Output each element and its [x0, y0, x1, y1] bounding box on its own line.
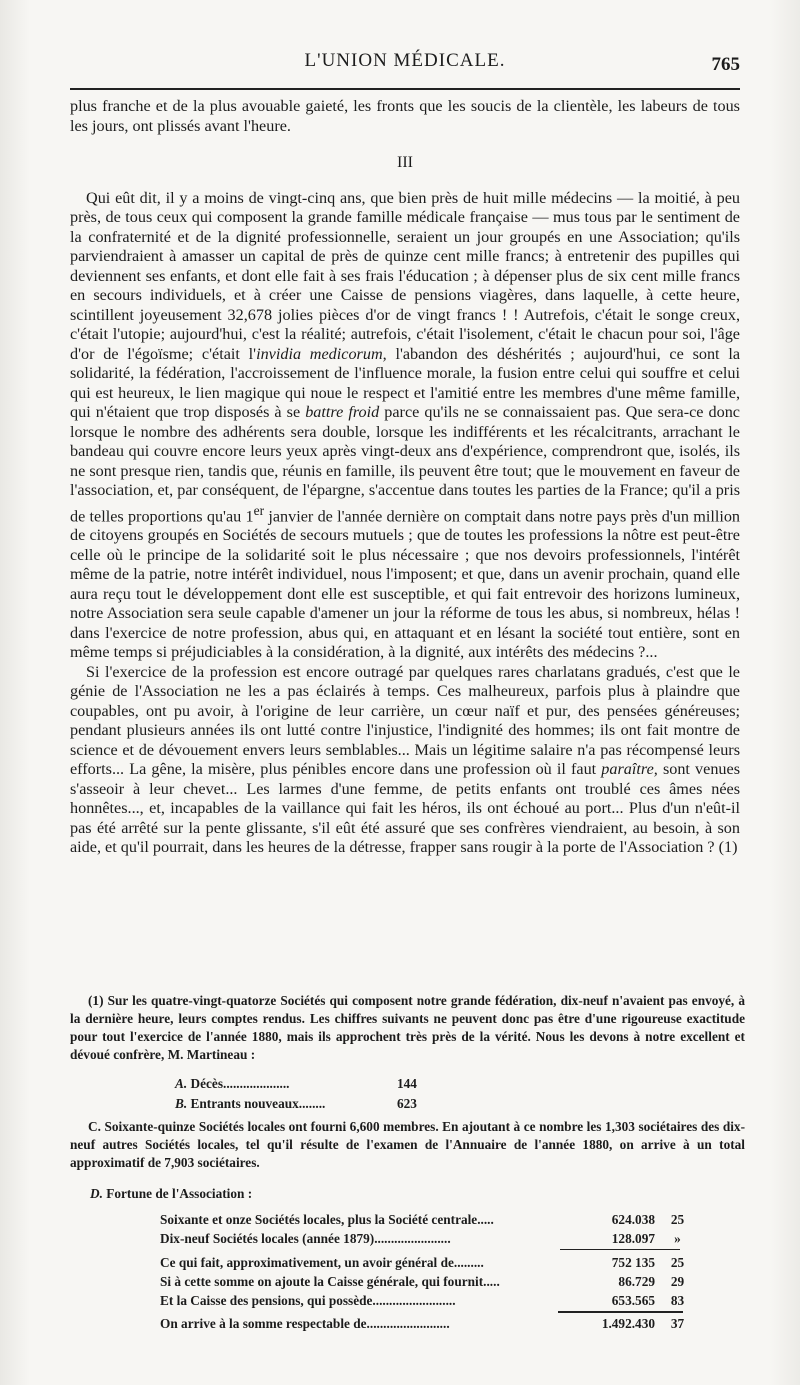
fortune-table-2	[160, 1255, 700, 1312]
total-rule	[558, 1311, 683, 1313]
row-description: Dix-neuf Sociétés locales (année 1879).......................	[160, 1231, 451, 1246]
fortune-table	[160, 1212, 700, 1250]
row-cents: 25	[670, 1255, 685, 1270]
list-item-value: 144	[397, 1076, 417, 1091]
fortune-label: Fortune de l'Association :	[102, 1186, 253, 1201]
row-description: Si à cette somme on ajoute la Caisse générale, qui fournit.....	[160, 1274, 500, 1289]
footnote-c	[70, 1118, 745, 1172]
running-title: L'UNION MÉDICALE.	[304, 50, 506, 71]
list-item-label	[175, 1076, 290, 1092]
row-description: On arrive à la somme respectable de.........................	[160, 1316, 450, 1331]
row-cents: 29	[670, 1274, 685, 1289]
p1-superscript: er	[253, 502, 265, 518]
list-item-text: Entrants nouveaux........	[187, 1096, 326, 1111]
list-item-text: Décès....................	[187, 1076, 290, 1091]
row-description: Et la Caisse des pensions, qui possède.........................	[160, 1293, 456, 1308]
p2-italic-paraitre: paraître,	[601, 760, 658, 779]
row-cents: 25	[670, 1212, 685, 1227]
running-header	[70, 50, 740, 80]
section-number: III	[397, 154, 413, 171]
row-description: Soixante et onze Sociétés locales, plus la Société centrale.....	[160, 1212, 494, 1227]
paragraph-2	[70, 663, 740, 858]
p1-part-d: janvier de l'année dernière on comptait dans notre pays près d'un million de citoyens groupés en Sociétés de secours mutuels ; que de toutes les professions la nôtre est peut-être celle où le principe de la solidarité soit le plus nécessaire ; que nos devoirs professionnels, l'intérêt même de la patrie, notre intérêt individuel, nous l'imposent; et que, dans un avenir prochain, quand elle aura reçu tout le développement dont elle est susceptible, et qui fait entrevoir des horizons lumineux, notre Association sera seule capable d'amener un jour la réforme de tous les abus, si nombreux, hélas ! dans l'exercice de notre profession, abus qui, en attaquant et en lésant la société tout entière, sont en même temps si préjudiciables à la considération, à la dignité, aux intérêts des médecins ?...	[70, 506, 741, 662]
p1-italic-battre-froid: battre froid	[305, 403, 380, 421]
intro-paragraph: plus franche et de la plus avouable gaieté, les fronts que les soucis de la clientèle, les labeurs de tous les jours, ont plissés avant l'heure.	[70, 97, 740, 135]
subtotal-rule	[560, 1249, 680, 1250]
paragraph-1	[70, 189, 740, 663]
p1-part-b: l'abandon des déshérités ; aujourd'hui, ce sont la solidarité, la fédération, l'accroissement de l'influence morale, la fusion entre celui qui souffre et celui qui est heureux, le lien magique qui noue le respect et l'amitié entre les membres d'une même famille, qui n'étaient que trop disposés à se	[70, 344, 740, 421]
row-cents: »	[674, 1231, 681, 1246]
table-row	[160, 1274, 700, 1293]
table-row	[160, 1231, 700, 1250]
row-cents: 37	[670, 1316, 685, 1331]
fortune-letter: D.	[90, 1186, 103, 1201]
fortune-heading	[90, 1186, 252, 1202]
fortune-total	[160, 1316, 700, 1335]
table-row	[160, 1212, 700, 1231]
row-description: Ce qui fait, approximativement, un avoir général de.........	[160, 1255, 484, 1270]
row-amount: 1.492.430	[601, 1316, 655, 1331]
list-item-label	[175, 1096, 325, 1112]
footnote-ab-list	[175, 1076, 475, 1116]
list-item-letter: A.	[175, 1076, 188, 1091]
table-row	[160, 1316, 700, 1335]
footnote-intro: (1) Sur les quatre-vingt-quatorze Sociétés qui composent notre grande fédération, dix-neuf n'avaient pas envoyé, à la dernière heure, leurs comptes rendus. Les chiffres suivants ne peuvent donc pas être d'une rigoureuse exactitude pour tout l'exercice de l'année 1880, mais ils approchent très près de la vérité. Nous les devons à notre excellent et dévoué confrère, M. Martineau :	[70, 993, 745, 1062]
list-item-value: 623	[397, 1096, 417, 1111]
header-rule	[70, 88, 740, 90]
row-amount: 128.097	[611, 1231, 655, 1246]
table-row	[160, 1255, 700, 1274]
footnote-c-text: C. Soixante-quinze Sociétés locales ont fourni 6,600 membres. En ajoutant à ce nombre les 1,303 sociétaires des dix-neuf autres Sociétés locales, tel qu'il résulte de l'examen de l'Annuaire de l'année 1880, on arrive à un total approximatif de 7,903 sociétaires.	[70, 1119, 745, 1170]
table-row	[160, 1293, 700, 1312]
p2-part-a: Si l'exercice de la profession est encore outragé par quelques rares charlatans gradués, c'est que le génie de l'Association ne les a pas éclairés à temps. Ces malheureux, parfois plus à plaindre que coupables, ont pu avoir, à l'origine de leur carrière, un cœur naïf et pur, des pensées généreuses; pendant plusieurs années ils ont lutté contre l'injustice, l'indignité des hommes; ils ont fait montre de science et de dévouement envers leurs semblables... Mais un légitime salaire n'a pas récompensé leurs efforts... La gêne, la misère, plus pénibles encore dans une profession où il faut	[70, 662, 740, 779]
row-cents: 83	[670, 1293, 685, 1308]
page-number: 765	[711, 54, 740, 75]
list-item	[175, 1076, 475, 1096]
body-text	[70, 97, 740, 858]
row-amount: 86.729	[618, 1274, 655, 1289]
list-item	[175, 1096, 475, 1116]
footnote	[70, 992, 745, 1064]
p2-part-b: sont venues s'asseoir à leur chevet... Les larmes d'une femme, de petits enfants ont troublé ces âmes nées honnêtes..., et, incapables de la vaillance qui fait les héros, ils ont échoué au port... Plus d'un n'eût-il pas été arrêté sur la pente glissante, s'il eût été assuré que ses confrères viendraient, au besoin, à son aide, et qu'il pourrait, dans les heures de la détresse, frapper sans rougir à la porte de l'Association ? (1)	[70, 760, 740, 857]
list-item-letter: B.	[175, 1096, 188, 1111]
row-amount: 653.565	[611, 1293, 655, 1308]
p1-italic-invidia: invidia medicorum,	[256, 344, 387, 363]
row-amount: 752 135	[611, 1255, 655, 1270]
row-amount: 624.038	[611, 1212, 655, 1227]
p1-part-c: parce qu'ils ne se connaissaient pas. Que sera-ce donc lorsque le nombre des adhérents sera double, lorsque les indifférents et les récalcitrants, arrachant le bandeau qui couvre encore leurs yeux après vingt-deux ans d'expérience, comprendront que, isolés, ils ne sont presque rien, tandis que, réunis en famille, ils peuvent être tout; que le mouvement en faveur de l'association, et, par conséquent, de l'épargne, s'accentue dans toutes les parties de la France; qu'il a pris de telles proportions qu'au 1	[70, 403, 740, 525]
p1-part-a: Qui eût dit, il y a moins de vingt-cinq ans, que bien près de huit mille médecins — la moitié, à peu près, de tous ceux qui composent la grande famille médicale française — mus tous par le sentiment de la confraternité et de la dignité professionnelle, seraient un jour groupés en une Association; qu'ils parviendraient à amasser un capital de près de quinze cent mille francs; à entretenir des pupilles qui deviennent ses enfants, et dont elle fait à ses frais l'éducation ; à dépenser plus de six cent mille francs en secours individuels, et à créer une Caisse de pensions viagères, dans laquelle, à cette heure, scintillent joyeusement 32,678 jolies pièces d'or de vingt francs ! ! Autrefois, c'était le songe creux, c'était l'utopie; aujourd'hui, c'est la réalité; autrefois, c'était l'isolement, c'était le chacun pour soi, l'âge d'or de l'égoïsme; c'était l'	[70, 188, 740, 363]
